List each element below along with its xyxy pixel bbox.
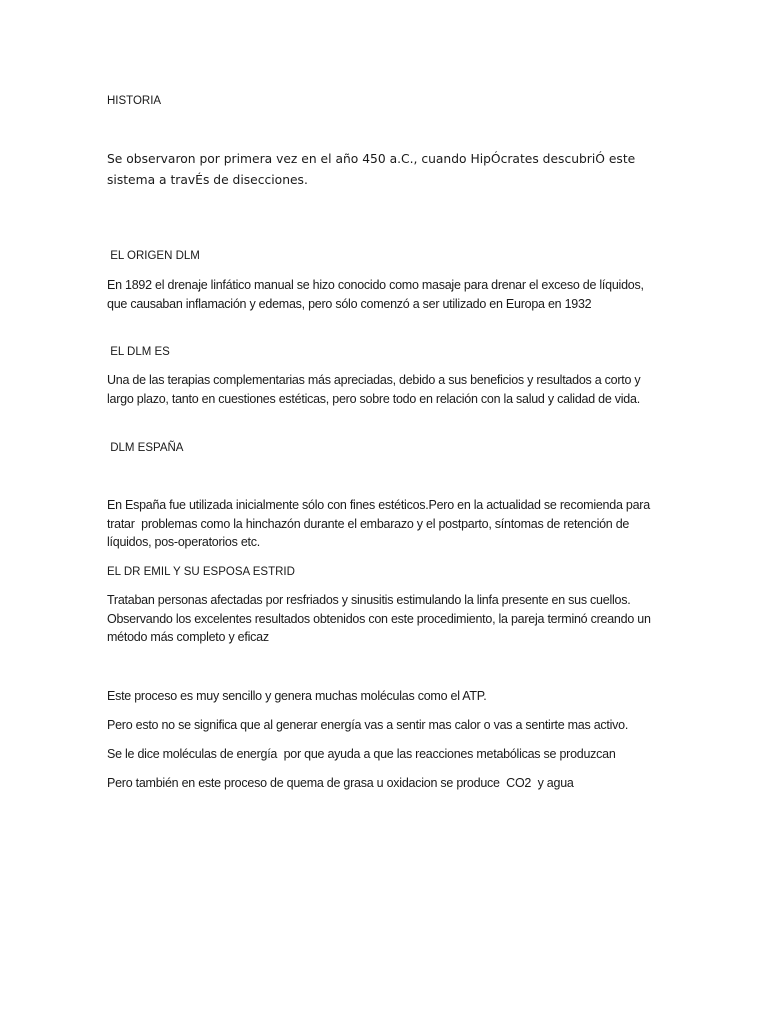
energia-paragraph: Pero esto no se significa que al generar energía vas a sentir mas calor o vas a sentirte mas activo. [107,718,629,732]
grasa-paragraph: Pero también en este proceso de quema de grasa u oxidacion se produce CO2 y agua [107,776,574,790]
espana-paragraph: En España fue utilizada inicialmente sólo con fines estéticos.Pero en la actualidad se recomienda para tratar problemas como la hinchazón durante el embarazo y el postparto, síntomas de retención de líquidos, pos-operatorios etc. [107,498,654,550]
heading-dlm-es: EL DLM ES [107,346,170,358]
atp-paragraph: Este proceso es muy sencillo y genera muchas moléculas como el ATP. [107,689,487,703]
origen-paragraph: En 1892 el drenaje linfático manual se hizo conocido como masaje para drenar el exceso de líquidos, que causaban inflamación y edemas, pero sólo comenzó a ser utilizado en Europa en 1932 [107,278,647,311]
heading-historia: HISTORIA [107,95,162,107]
historia-paragraph: Se observaron por primera vez en el año 450 a.C., cuando HipÓcrates descubriÓ este sistema a travÉs de disecciones. [107,152,640,187]
heading-origen: EL ORIGEN DLM [107,250,200,262]
heading-emil: EL DR EMIL Y SU ESPOSA ESTRID [107,566,295,578]
heading-espana: DLM ESPAÑA [107,442,184,454]
moleculas-paragraph: Se le dice moléculas de energía por que ayuda a que las reacciones metabólicas se produzcan [107,747,616,761]
dlm-es-paragraph: Una de las terapias complementarias más apreciadas, debido a sus beneficios y resultados a corto y largo plazo, tanto en cuestiones estéticas, pero sobre todo en relación con la salud y calidad de vida. [107,373,644,406]
emil-paragraph: Trataban personas afectadas por resfriados y sinusitis estimulando la linfa presente en sus cuellos. Observando los excelentes resultados obtenidos con este procedimiento, la pareja terminó creando un método más completo y eficaz [107,593,654,645]
